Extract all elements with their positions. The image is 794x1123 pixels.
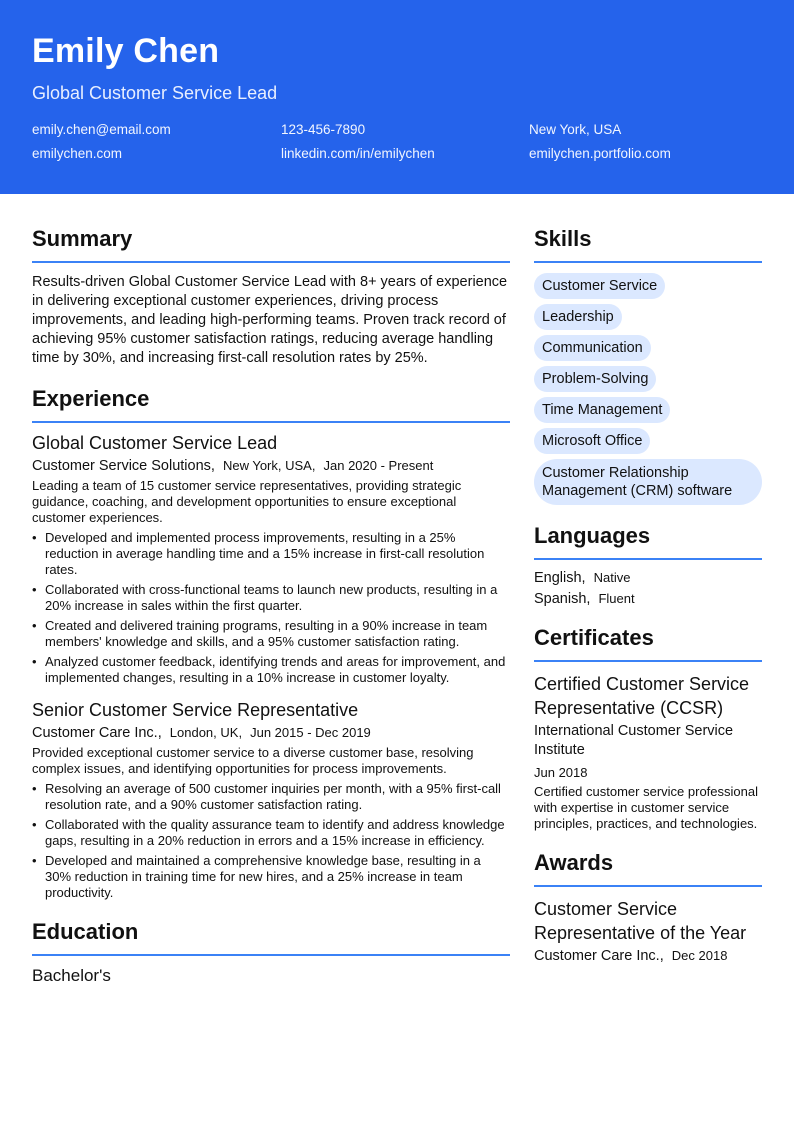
job-entry: [32, 700, 510, 901]
job-bullet: • Collaborated with cross-functional teams to launch new products, resulting in a 20% increase in sales within the first quarter.: [32, 582, 510, 614]
skill-chip: Customer Service: [534, 273, 665, 299]
education-section: [32, 919, 510, 986]
awards-heading: Awards: [534, 850, 762, 887]
candidate-name: Emily Chen: [32, 32, 220, 70]
award-issuer: Customer Care Inc.,: [534, 948, 664, 964]
job-bullets: [32, 530, 510, 686]
job-title: Senior Customer Service Representative: [32, 700, 359, 720]
award-title: Customer Service Representative of the Year: [534, 899, 747, 943]
location: New York, USA: [529, 122, 622, 137]
job-bullet: • Developed and maintained a comprehensive knowledge base, resulting in a 30% reduction in training time for new hires, and a 25% increase in team productivity.: [32, 853, 510, 901]
job-bullet: • Resolving an average of 500 customer inquiries per month, with a 95% first-call resolution rate, and a 90% customer satisfaction rating.: [32, 781, 510, 813]
language-name: Spanish,: [534, 591, 591, 607]
website-link[interactable]: emilychen.com: [32, 146, 123, 161]
job-bullet: • Analyzed customer feedback, identifying trends and areas for improvement, and implemented changes, resulting in a 10% increase in customer loyalty.: [32, 654, 510, 686]
language-level: Fluent: [598, 591, 635, 606]
language-level: Native: [593, 570, 631, 585]
job-bullet: • Developed and implemented process improvements, resulting in a 25% reduction in average handling time and a 15% increase in first-call resolution rates.: [32, 530, 510, 578]
certificates-heading: Certificates: [534, 625, 762, 662]
certificate-date: Jun 2018: [534, 765, 588, 780]
education-heading: Education: [32, 919, 510, 956]
email-link[interactable]: emily.chen@email.com: [32, 122, 171, 137]
language-name: English,: [534, 570, 586, 586]
main-column: [32, 226, 510, 1004]
job-dates: Jan 2020 - Present: [323, 458, 434, 473]
job-company: Customer Service Solutions,: [32, 458, 215, 474]
job-location: New York, USA,: [222, 458, 316, 473]
skill-chip: Microsoft Office: [534, 428, 650, 454]
job-meta: [32, 458, 510, 474]
job-location: London, UK,: [169, 725, 243, 740]
job-bullets: [32, 781, 510, 901]
education-degree: Bachelor's: [32, 966, 111, 985]
certificate-issuer: International Customer Service Institute: [534, 723, 734, 758]
candidate-title: Global Customer Service Lead: [32, 83, 278, 103]
experience-section: [32, 386, 510, 901]
experience-heading: Experience: [32, 386, 510, 423]
skill-chip: Time Management: [534, 397, 670, 423]
languages-section: [534, 523, 762, 607]
award-meta: [534, 948, 762, 964]
portfolio-link[interactable]: emilychen.portfolio.com: [529, 146, 671, 161]
awards-section: [534, 850, 762, 964]
job-company: Customer Care Inc.,: [32, 725, 162, 741]
job-description: Provided exceptional customer service to a diverse customer base, resolving complex issues, and identifying opportunities for process improvements.: [32, 745, 474, 776]
summary-section: [32, 226, 510, 368]
language-item: [534, 591, 762, 607]
certificate-description: Certified customer service professional with expertise in customer service principles, practices, and technologies.: [534, 784, 758, 831]
side-column: [534, 226, 762, 982]
certificate-title: Certified Customer Service Representative (CCSR): [534, 674, 750, 718]
summary-heading: Summary: [32, 226, 510, 263]
skill-chip: Customer Relationship Management (CRM) software: [534, 459, 762, 505]
job-bullet: • Created and delivered training programs, resulting in a 90% increase in team members' knowledge and skills, and a 95% customer satisfaction rating.: [32, 618, 510, 650]
skill-chip: Problem-Solving: [534, 366, 656, 392]
skills-list: [534, 273, 762, 505]
job-description: Leading a team of 15 customer service representatives, providing strategic guidance, coaching, and development opportunities to ensure exceptional customer experiences.: [32, 478, 462, 525]
resume-header: [0, 0, 794, 194]
job-entry: [32, 433, 510, 686]
language-item: [534, 570, 762, 586]
certificates-section: [534, 625, 762, 832]
skills-section: [534, 226, 762, 505]
skill-chip: Communication: [534, 335, 651, 361]
job-bullet: • Collaborated with the quality assurance team to identify and address knowledge gaps, resulting in a 20% reduction in errors and a 15% increase in efficiency.: [32, 817, 510, 849]
job-title: Global Customer Service Lead: [32, 433, 278, 453]
summary-text: Results-driven Global Customer Service Lead with 8+ years of experience in delivering exceptional customer experiences, driving process improvements, and leading high-performing teams. Proven track record of achieving 95% customer satisfaction ratings, reducing average handling time by 30%, and increasing first-call resolution rates by 25%.: [32, 274, 508, 366]
languages-heading: Languages: [534, 523, 762, 560]
skills-heading: Skills: [534, 226, 762, 263]
job-meta: [32, 725, 510, 741]
phone-number: 123-456-7890: [281, 122, 366, 137]
job-dates: Jun 2015 - Dec 2019: [250, 725, 371, 740]
skill-chip: Leadership: [534, 304, 622, 330]
award-date: Dec 2018: [671, 948, 728, 963]
linkedin-link[interactable]: linkedin.com/in/emilychen: [281, 146, 435, 161]
